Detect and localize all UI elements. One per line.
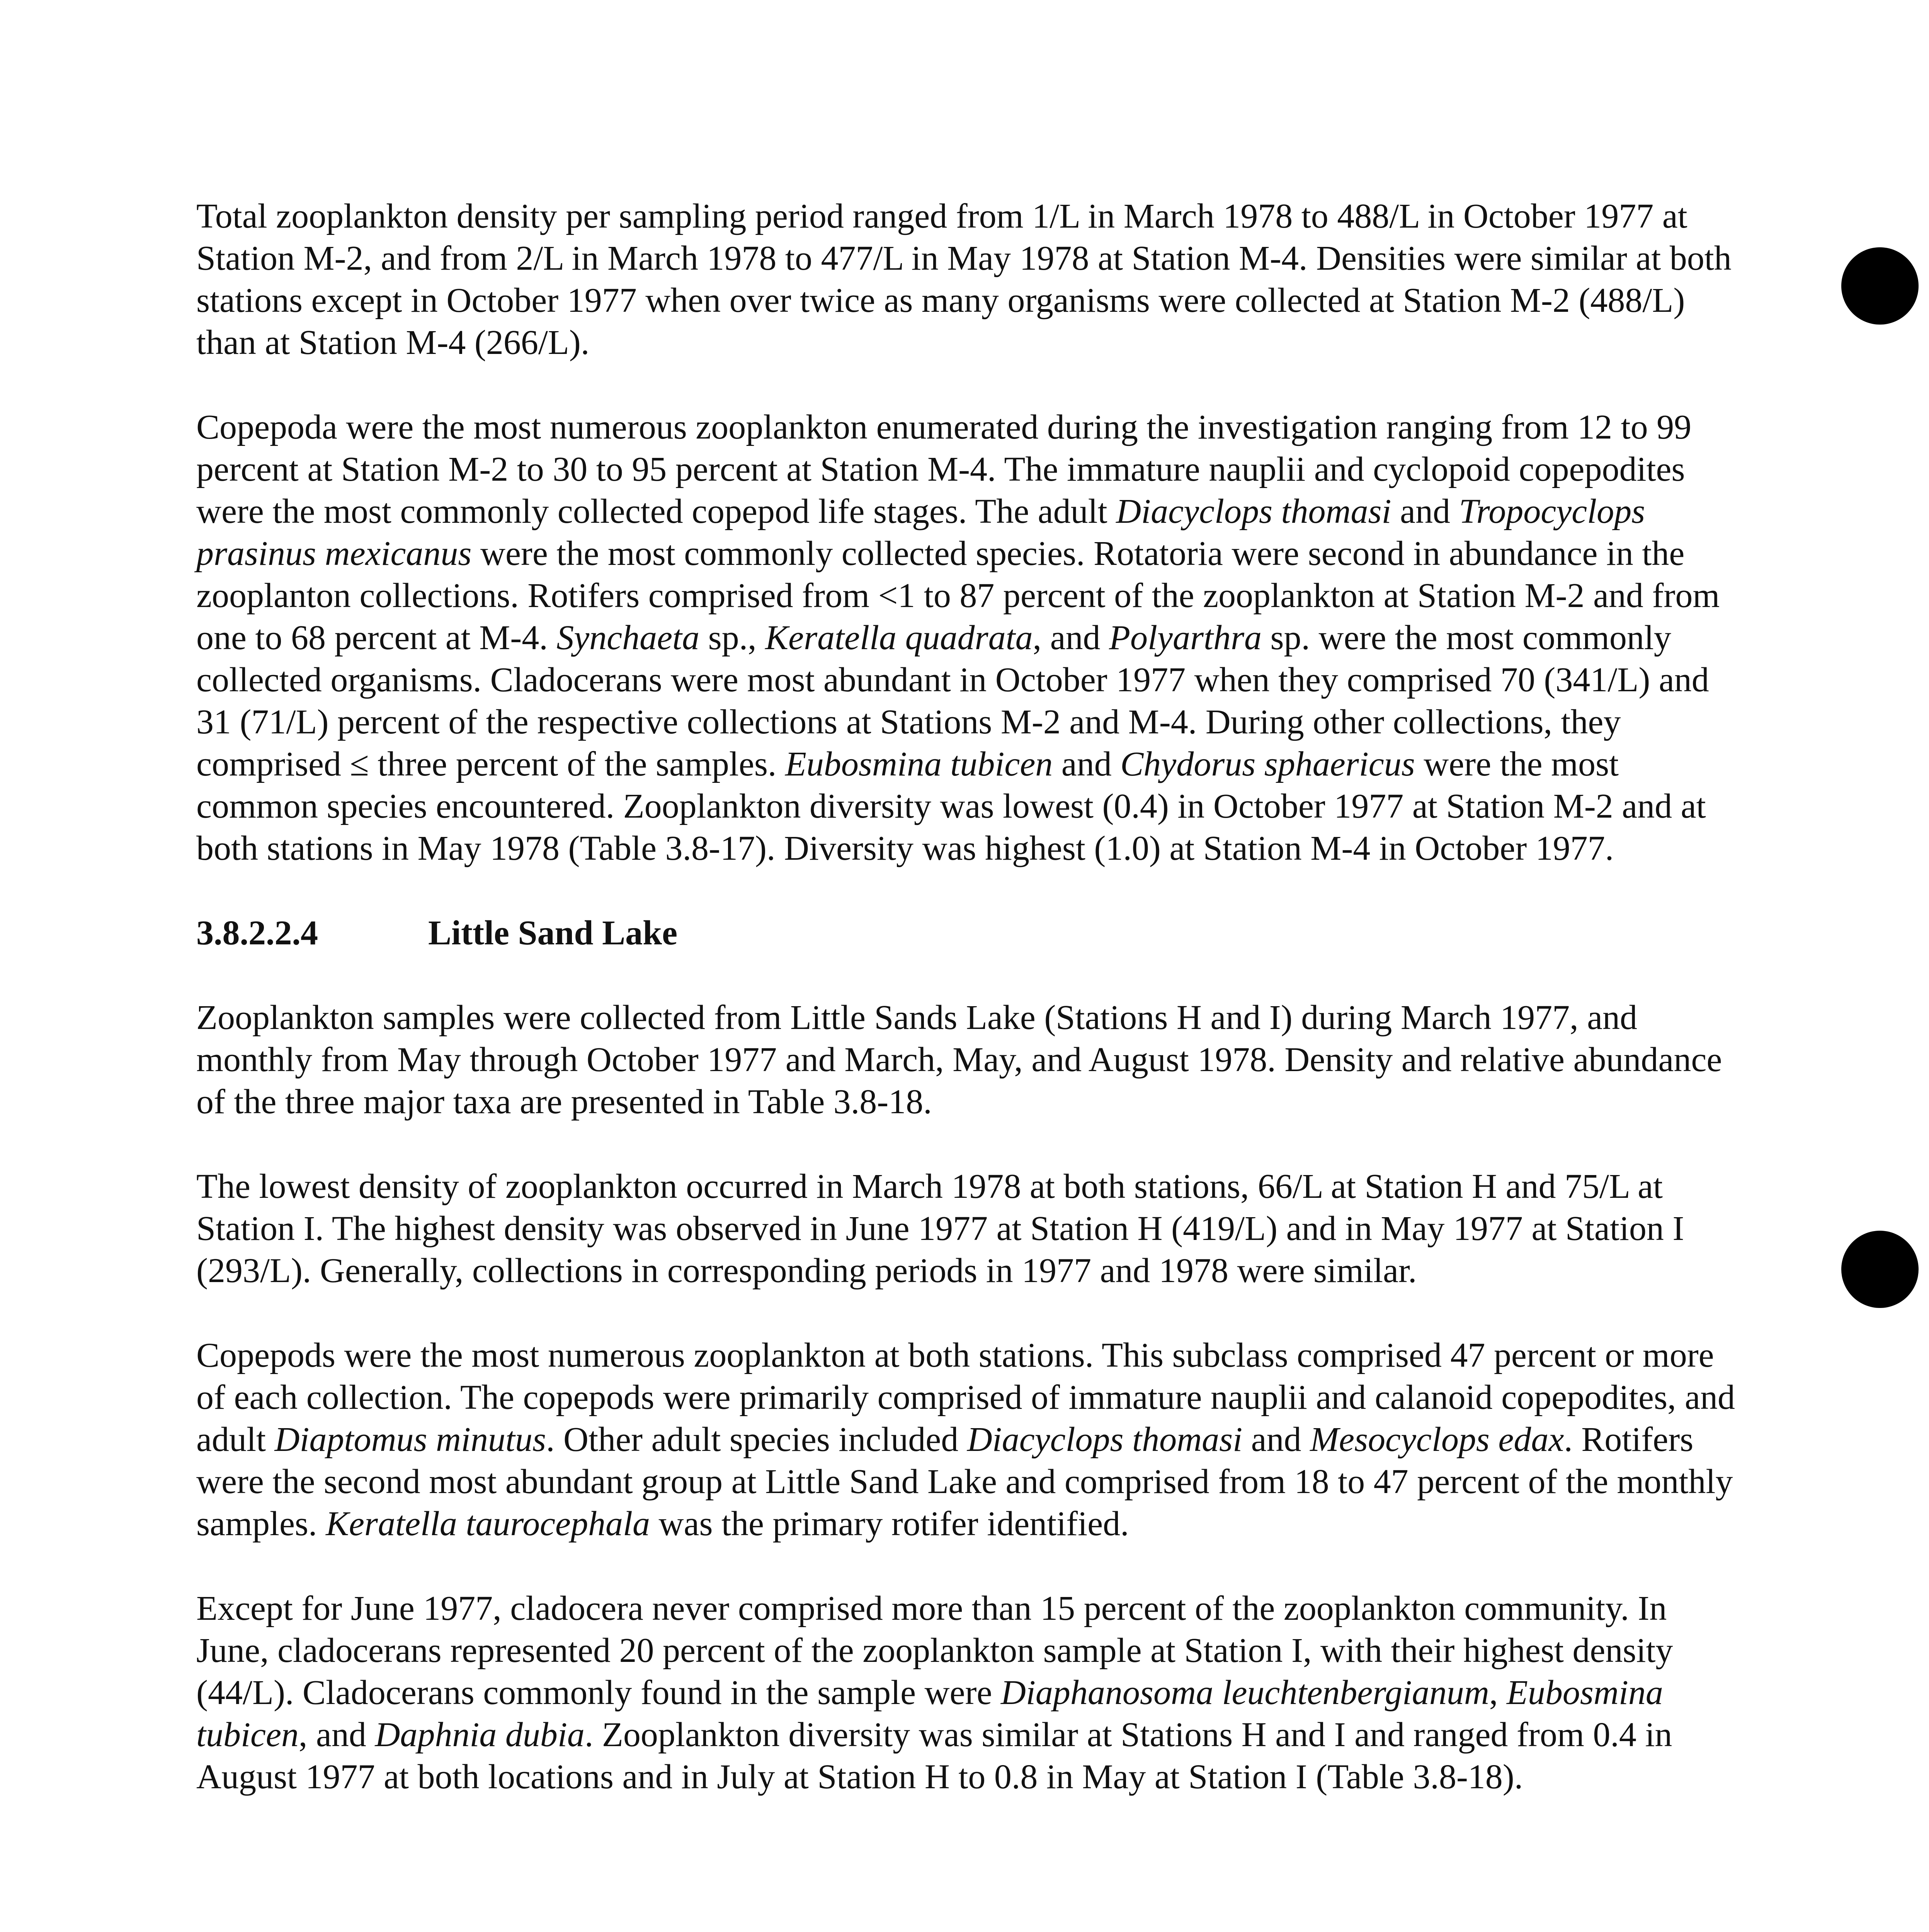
species-name: Tropocyclops prasinus mexicanus [196, 492, 1645, 573]
text-run: sp. were the most commonly collected organisms. Cladocerans were most abundant in October 1977 when they comprised 70 (341/L) and 31 (71/L) percent of the respective collections at Stations M-2 and M-4. During other collections, they comprised ≤ three percent of the samples. [196, 619, 1709, 783]
text-run: The lowest density of zooplankton occurred in March 1978 at both stations, 66/L at Station H and 75/L at Station I. The highest density was observed in June 1977 at Station H (419/L) and in May 1977 at Station I (293/L). Generally, collections in corresponding periods in 1977 and 1978 were similar. [196, 1167, 1684, 1290]
text-run: were the most common species encountered. Zooplankton diversity was lowest (0.4) in October 1977 at Station M-2 and at both stations in May 1978 (Table 3.8-17). Diversity was highest (1.0) at Station M-4 in October 1977. [196, 745, 1706, 867]
species-name: Synchaeta [556, 619, 700, 657]
text-run: and [1242, 1420, 1310, 1459]
paragraphs-after-heading [196, 997, 1738, 1798]
text-run: sp., [699, 619, 765, 657]
text-run: . Zooplankton diversity was similar at Stations H and I and ranged from 0.4 in August 1977 at both locations and in July at Station H to 0.8 in May at Station I (Table 3.8-18). [196, 1716, 1672, 1796]
text-run: was the primary rotifer identified. [650, 1505, 1129, 1543]
paragraph [196, 1165, 1738, 1292]
species-name: Polyarthra [1109, 619, 1262, 657]
punch-hole-top [1841, 247, 1919, 325]
body-text [196, 195, 1738, 1840]
species-name: Chydorus sphaericus [1120, 745, 1415, 783]
text-run: . Rotifers were the second most abundant group at Little Sand Lake and comprised from 18 to 47 percent of the monthly samples. [196, 1420, 1733, 1543]
text-run: , and [298, 1716, 375, 1754]
section-number: 3.8.2.2.4 [196, 914, 318, 952]
text-run: Copepoda were the most numerous zooplankton enumerated during the investigation ranging from 12 to 99 percent at Station M-2 to 30 to 95 percent at Station M-4. The immature nauplii and cyclopoid copepodites were the most commonly collected copepod life stages. The adult [196, 408, 1692, 531]
text-run: Total zooplankton density per sampling period ranged from 1/L in March 1978 to 488/L in October 1977 at Station M-2, and from 2/L in March 1978 to 477/L in May 1978 at Station M-4. Densities were similar at both stations except in October 1977 when over twice as many organisms were collected at Station M-2 (488/L) than at Station M-4 (266/L). [196, 197, 1732, 362]
text-run: and [1053, 745, 1121, 783]
paragraph [196, 997, 1738, 1123]
species-name: Diacyclops thomasi [1116, 492, 1391, 531]
text-run: and [1391, 492, 1459, 531]
text-run: Copepods were the most numerous zooplankton at both stations. This subclass comprised 47 percent or more of each collection. The copepods were primarily comprised of immature nauplii and calanoid copepodites, and adult [196, 1336, 1735, 1459]
text-run: Except for June 1977, cladocera never comprised more than 15 percent of the zooplankton community. In June, cladocerans represented 20 percent of the zooplankton sample at Station I, with their highest density (44/L). Cladocerans commonly found in the sample were [196, 1589, 1673, 1712]
paragraph [196, 195, 1738, 364]
species-name: Keratella quadrata [765, 619, 1033, 657]
species-name: Mesocyclops edax [1310, 1420, 1564, 1459]
species-name: Eubosmina tubicen [196, 1673, 1663, 1754]
species-name: Daphnia dubia [375, 1716, 585, 1754]
text-run: , [1489, 1673, 1507, 1712]
species-name: Diacyclops thomasi [967, 1420, 1243, 1459]
paragraphs-before-heading [196, 195, 1738, 869]
species-name: Diaptomus minutus [274, 1420, 546, 1459]
text-run: . Other adult species included [546, 1420, 967, 1459]
section-title: Little Sand Lake [428, 914, 678, 952]
paragraph [196, 406, 1738, 869]
punch-hole-middle [1841, 1231, 1919, 1308]
species-name: Eubosmina tubicen [785, 745, 1053, 783]
species-name: Keratella taurocephala [325, 1505, 650, 1543]
text-run: were the most commonly collected species. Rotatoria were second in abundance in the zooplanton collections. Rotifers comprised from <1 to 87 percent of the zooplankton at Station M-2 and from one to 68 percent at M-4. [196, 534, 1720, 657]
text-run: Zooplankton samples were collected from Little Sands Lake (Stations H and I) during March 1977, and monthly from May through October 1977 and March, May, and August 1978. Density and relative abundance of the three major taxa are presented in Table 3.8-18. [196, 998, 1722, 1121]
paragraph [196, 1587, 1738, 1798]
species-name: Diaphanosoma leuchtenbergianum [1000, 1673, 1489, 1712]
paragraph [196, 1334, 1738, 1545]
text-run: , and [1033, 619, 1109, 657]
section-heading [196, 912, 1738, 954]
